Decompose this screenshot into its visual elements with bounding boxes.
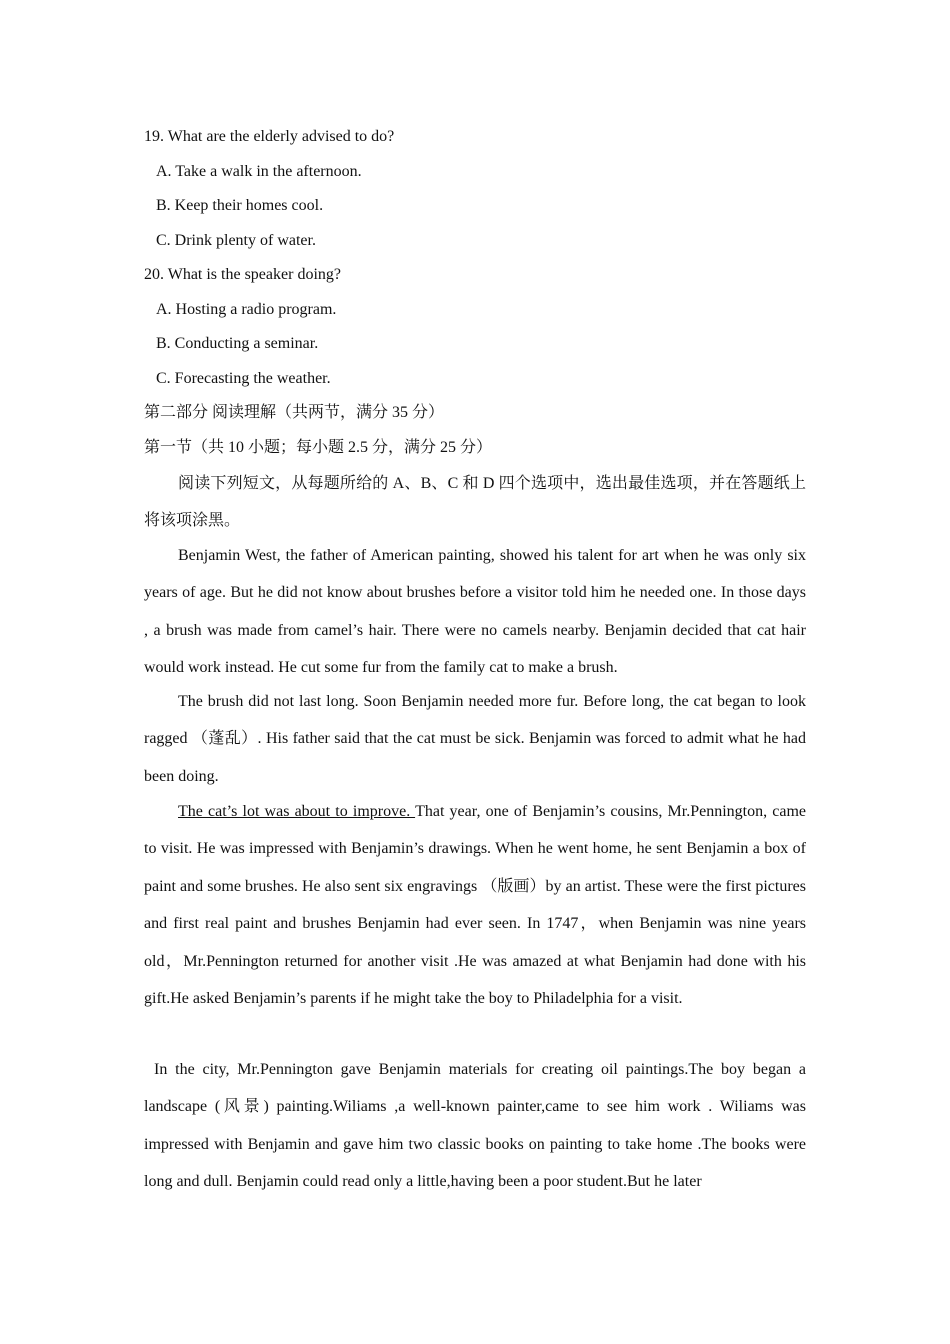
passage-paragraph-1: Benjamin West, the father of American painting, showed his talent for art when he was only six years of age. But he did not know about brushes before a visitor told him he needed one. In those days , a brush was made from camel’s hair. There were no camels nearby. Benjamin decided that cat hair would work instead. He cut some fur from the family cat to make a brush. — [144, 547, 806, 677]
underlined-sentence: The cat’s lot was about to improve. — [178, 803, 416, 820]
question-19: 19. What are the elderly advised to do? — [144, 128, 395, 145]
passage-paragraph-3 — [144, 793, 806, 1017]
q19-option-c: C. Drink plenty of water. — [156, 232, 316, 249]
q19-option-b: B. Keep their homes cool. — [156, 197, 324, 214]
paragraph-3-text: That year, one of Benjamin’s cousins, Mr.Pennington, came to visit. He was impressed with Benjamin’s drawings. When he went home, he sent Benjamin a box of paint and some brushes. He also sent six engravings （版画）by an artist. These were the first pictures and first real paint and brushes Benjamin had ever seen. In 1747，when Benjamin was nine years old，Mr.Pennington returned for another visit .He was amazed at what Benjamin had done with his gift.He asked Benjamin’s parents if he might take the boy to Philadelphia for a visit. — [144, 803, 806, 1008]
passage-paragraph-4: In the city, Mr.Pennington gave Benjamin materials for creating oil paintings.The boy began a landscape (风景) painting.Wiliams ,a well-known painter,came to see him work . Wiliams was impressed with Benjamin and gave him two classic books on painting to take home .The books were long and dull. Benjamin could read only a little,having been a poor student.But he later — [144, 1061, 806, 1191]
part-two-title: 第二部分 阅读理解（共两节，满分 35 分） — [144, 404, 445, 421]
q19-option-a: A. Take a walk in the afternoon. — [156, 163, 362, 180]
q20-option-b: B. Conducting a seminar. — [156, 335, 319, 352]
question-20: 20. What is the speaker doing? — [144, 266, 341, 283]
q20-option-a: A. Hosting a radio program. — [156, 301, 337, 318]
section-one-title: 第一节（共 10 小题；每小题 2.5 分，满分 25 分） — [144, 439, 493, 456]
reading-instructions: 阅读下列短文，从每题所给的 A、B、C 和 D 四个选项中，选出最佳选项，并在答题纸上将该项涂黑。 — [144, 475, 806, 530]
q20-option-c: C. Forecasting the weather. — [156, 370, 331, 387]
passage-paragraph-2: The brush did not last long. Soon Benjamin needed more fur. Before long, the cat began to look ragged （蓬乱）. His father said that the cat must be sick. Benjamin was forced to admit what he had been doing. — [144, 693, 806, 785]
